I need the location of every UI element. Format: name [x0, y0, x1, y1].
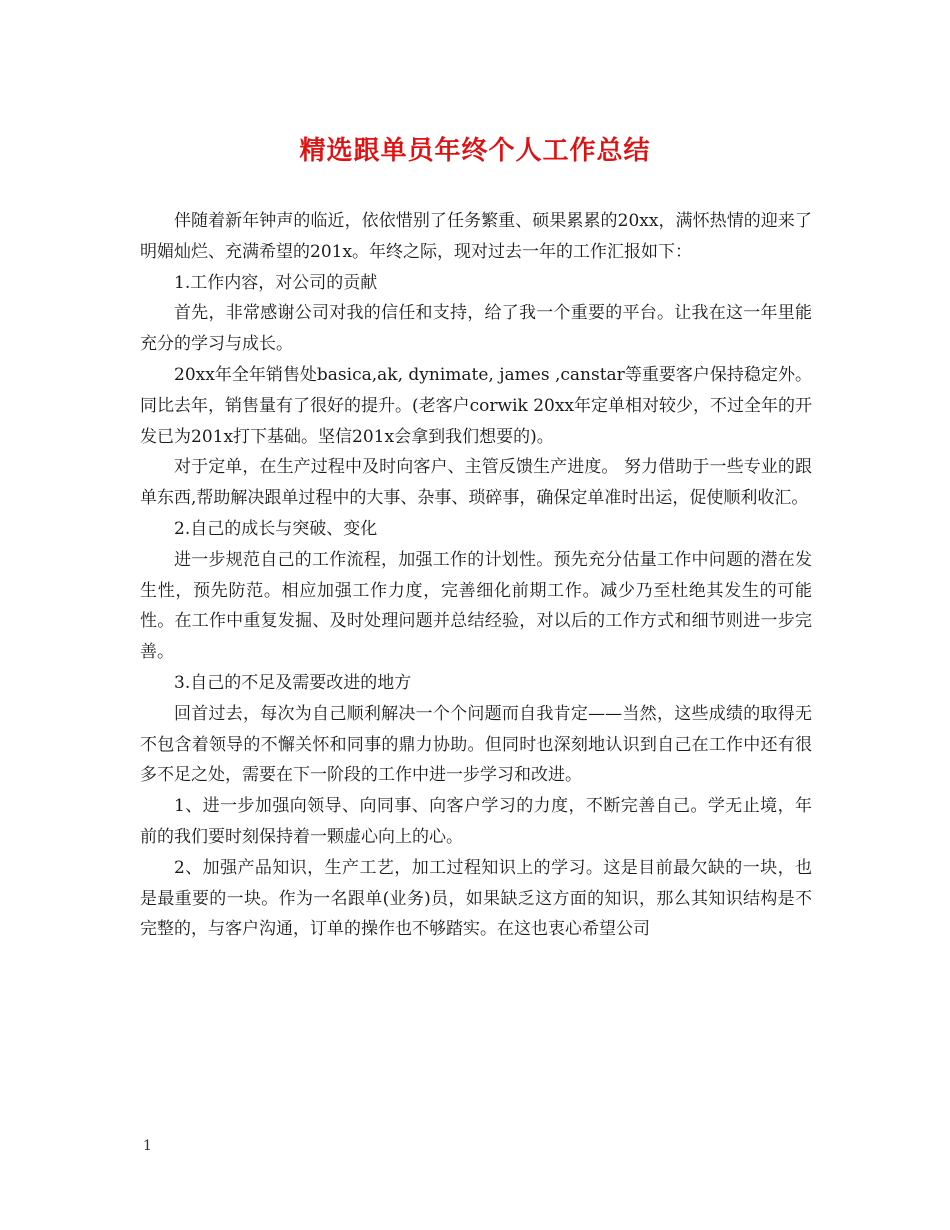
- section-heading-1: 1.工作内容，对公司的贡献: [174, 272, 378, 293]
- document-title: 精选跟单员年终个人工作总结: [299, 136, 651, 166]
- paragraph: 进一步规范自己的工作流程，加强工作的计划性。预先充分估量工作中问题的潜在发生性，预先防范。相应加强工作力度，完善细化前期工作。减少乃至杜绝其发生的可能性。在工作中重复发掘、及时处理问题并总结经验，对以后的工作方式和细节则进一步完善。: [140, 549, 812, 663]
- paragraph-intro: 伴随着新年钟声的临近，依依惜别了任务繁重、硕果累累的20xx，满怀热情的迎来了明媚灿烂、充满希望的201x。年终之际，现对过去一年的工作汇报如下：: [140, 211, 812, 262]
- paragraph: 回首过去，每次为自己顺利解决一个个问题而自我肯定——当然，这些成绩的取得无不包含着领导的不懈关怀和同事的鼎力协助。但同时也深刻地认识到自己在工作中还有很多不足之处，需要在下一阶段的工作中进一步学习和改进。: [140, 703, 812, 786]
- document-body: [140, 206, 812, 945]
- list-item: 2、加强产品知识，生产工艺，加工过程知识上的学习。这是目前最欠缺的一块，也是最重要的一块。作为一名跟单(业务)员，如果缺乏这方面的知识，那么其知识结构是不完整的，与客户沟通，订单的操作也不够踏实。在这也衷心希望公司: [140, 857, 812, 940]
- paragraph: 20xx年全年销售处basica,ak, dynimate, james ,canstar等重要客户保持稳定外。同比去年，销售量有了很好的提升。(老客户corwik 20xx年定单相对较少，不过全年的开发已为201x打下基础。坚信201x会拿到我们想要的)。: [140, 364, 813, 447]
- paragraph: 对于定单，在生产过程中及时向客户、主管反馈生产进度。 努力借助于一些专业的跟单东西,帮助解决跟单过程中的大事、杂事、琐碎事，确保定单准时出运，促使顺利收汇。: [140, 457, 812, 509]
- paragraph: 首先，非常感谢公司对我的信任和支持，给了我一个重要的平台。让我在这一年里能充分的学习与成长。: [140, 303, 812, 355]
- list-item: 1、进一步加强向领导、向同事、向客户学习的力度，不断完善自己。学无止境，年前的我们要时刻保持着一颗虚心向上的心。: [140, 796, 812, 847]
- section-heading-2: 2.自己的成长与突破、变化: [174, 518, 378, 539]
- page-number: 1: [143, 1138, 152, 1154]
- section-heading-3: 3.自己的不足及需要改进的地方: [174, 672, 412, 693]
